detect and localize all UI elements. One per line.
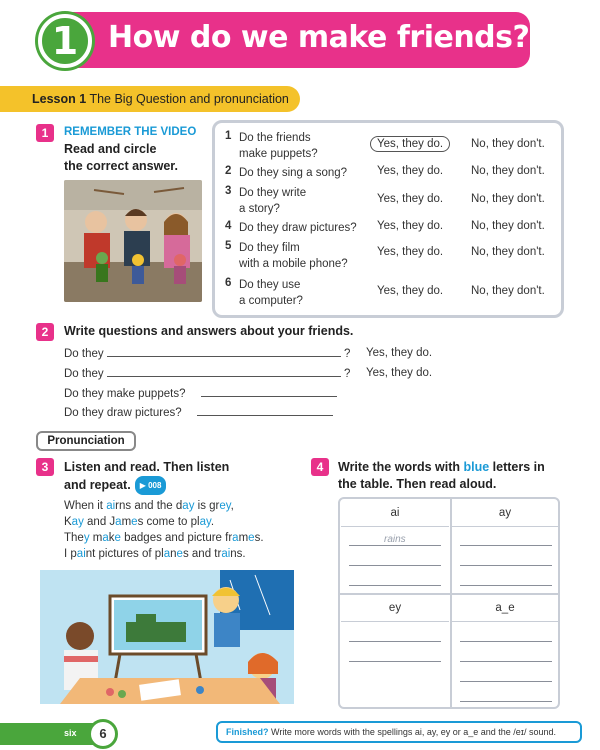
exercise-4-title bbox=[338, 459, 578, 493]
exercise-2-answer-2: Yes, they do. bbox=[366, 367, 433, 379]
answer-no[interactable]: No, they don't. bbox=[471, 138, 545, 150]
answer-no[interactable]: No, they don't. bbox=[471, 193, 545, 205]
audio-track-badge[interactable] bbox=[135, 476, 167, 495]
answer-blank[interactable] bbox=[201, 387, 337, 397]
question-number: 1 bbox=[225, 130, 232, 142]
exercise-1-instruction-2: the correct answer. bbox=[64, 159, 178, 173]
exercise-2-line-4 bbox=[64, 406, 333, 419]
speaker-icon: ▶ bbox=[139, 481, 146, 490]
remember-video-tag: REMEMBER THE VIDEO bbox=[64, 126, 197, 138]
header-line bbox=[452, 621, 560, 622]
answer-blank[interactable] bbox=[107, 347, 341, 357]
exercise-4-title-a: Write the words with bbox=[338, 460, 464, 474]
finished-text: Write more words with the spellings ai, ay, ey or a_e and the /eɪ/ sound. bbox=[268, 727, 557, 737]
rhyme-line-3: They make badges and picture frames. bbox=[64, 532, 264, 544]
example-word: rains bbox=[384, 534, 406, 545]
header-line bbox=[341, 621, 449, 622]
write-line[interactable] bbox=[460, 701, 552, 702]
question-line: Do they use bbox=[239, 279, 301, 291]
line-end: ? bbox=[344, 348, 351, 360]
column-header-a-e: a_e bbox=[495, 602, 515, 614]
question-text bbox=[239, 130, 374, 162]
question-text bbox=[239, 240, 374, 272]
question-line: Do the friends bbox=[239, 132, 311, 144]
circled-answer[interactable]: Yes, they do. bbox=[370, 136, 450, 152]
exercise-3-title-1: Listen and read. Then listen bbox=[64, 460, 230, 474]
question-line: Do they write bbox=[239, 187, 307, 199]
question-number: 4 bbox=[225, 220, 232, 232]
question-line: a computer? bbox=[239, 295, 303, 307]
answer-no[interactable]: No, they don't. bbox=[471, 165, 545, 177]
rhyme-line-4: I paint pictures of planes and trains. bbox=[64, 548, 246, 560]
question-text bbox=[239, 277, 374, 309]
line-end: ? bbox=[344, 368, 351, 380]
kids-painting-illustration bbox=[40, 570, 294, 704]
write-line[interactable] bbox=[460, 641, 552, 642]
exercise-4-title-blue: blue bbox=[463, 460, 490, 474]
answer-blank[interactable] bbox=[197, 406, 333, 416]
page-title: How do we make friends? bbox=[108, 20, 530, 55]
exercise-1-number: 1 bbox=[36, 124, 54, 142]
unit-number: 1 bbox=[38, 14, 92, 68]
answer-yes[interactable]: Yes, they do. bbox=[377, 246, 444, 258]
exercise-1-instruction-1: Read and circle bbox=[64, 142, 157, 156]
line-start: Do they bbox=[64, 368, 104, 380]
finished-label: Finished? bbox=[226, 727, 269, 737]
answer-blank[interactable] bbox=[107, 367, 341, 377]
question-number: 5 bbox=[225, 240, 232, 252]
write-line[interactable] bbox=[349, 641, 441, 642]
question-number: 3 bbox=[225, 185, 232, 197]
question-text: Do they draw pictures? bbox=[239, 222, 357, 234]
children-puppets-image bbox=[64, 180, 202, 302]
header-line bbox=[341, 526, 449, 527]
answer-no[interactable]: No, they don't. bbox=[471, 220, 545, 232]
rhyme-line-1: When it airns and the day is grey, bbox=[64, 500, 234, 512]
exercise-2-number: 2 bbox=[36, 323, 54, 341]
write-line[interactable] bbox=[460, 585, 552, 586]
audio-track-number: 008 bbox=[148, 481, 162, 490]
exercise-2-line-2 bbox=[64, 367, 350, 380]
painting-scene-image bbox=[40, 570, 294, 704]
answer-no[interactable]: No, they don't. bbox=[471, 246, 545, 258]
question-text bbox=[239, 185, 374, 217]
header-line bbox=[452, 526, 560, 527]
question-line: with a mobile phone? bbox=[239, 258, 348, 270]
lesson-label: Lesson 1 bbox=[32, 92, 87, 106]
question-line: make puppets? bbox=[239, 148, 318, 160]
lesson-text: The Big Question and pronunciation bbox=[89, 92, 289, 106]
write-line[interactable] bbox=[349, 585, 441, 586]
exercise-3-title bbox=[64, 459, 264, 495]
exercise-4-number: 4 bbox=[311, 458, 329, 476]
question-text: Do they sing a song? bbox=[239, 167, 348, 179]
lesson-band bbox=[0, 86, 300, 112]
exercise-2-line-3 bbox=[64, 387, 337, 400]
table-divider bbox=[340, 593, 558, 595]
question-line: Do they film bbox=[239, 242, 300, 254]
answer-no[interactable]: No, they don't. bbox=[471, 285, 545, 297]
line-start: Do they make puppets? bbox=[64, 388, 186, 400]
answer-yes[interactable]: Yes, they do. bbox=[377, 285, 444, 297]
page-word: six bbox=[64, 728, 77, 738]
write-line[interactable] bbox=[460, 681, 552, 682]
rhyme-text bbox=[64, 498, 264, 562]
exercise-2-line-1 bbox=[64, 347, 350, 360]
write-line[interactable] bbox=[460, 661, 552, 662]
page-number: 6 bbox=[88, 719, 118, 749]
write-line[interactable] bbox=[349, 545, 441, 546]
answer-yes[interactable]: Yes, they do. bbox=[377, 193, 444, 205]
answer-yes[interactable]: Yes, they do. bbox=[377, 165, 444, 177]
exercise-3-number: 3 bbox=[36, 458, 54, 476]
column-header-ai: ai bbox=[390, 507, 400, 519]
finished-box bbox=[216, 721, 582, 743]
answer-table bbox=[212, 120, 564, 318]
spelling-table bbox=[338, 497, 560, 709]
line-start: Do they bbox=[64, 348, 104, 360]
answer-yes[interactable]: Yes, they do. bbox=[377, 220, 444, 232]
write-line[interactable] bbox=[460, 565, 552, 566]
exercise-4-title-2: the table. Then read aloud. bbox=[338, 477, 497, 491]
pronunciation-tab: Pronunciation bbox=[36, 431, 136, 451]
column-header-ey: ey bbox=[388, 602, 402, 614]
rhyme-line-2: Kay and James come to play. bbox=[64, 516, 215, 528]
question-number: 6 bbox=[225, 277, 232, 289]
question-line: a story? bbox=[239, 203, 280, 215]
exercise-2-title: Write questions and answers about your friends. bbox=[64, 324, 354, 338]
exercise-1-heading bbox=[64, 124, 204, 175]
question-number: 2 bbox=[225, 165, 232, 177]
write-line[interactable] bbox=[349, 565, 441, 566]
exercise-4-title-c: letters in bbox=[489, 460, 545, 474]
write-line[interactable] bbox=[349, 661, 441, 662]
write-line[interactable] bbox=[460, 545, 552, 546]
line-start: Do they draw pictures? bbox=[64, 407, 182, 419]
answer-yes[interactable] bbox=[377, 138, 450, 150]
exercise-3-title-2: and repeat. bbox=[64, 477, 131, 492]
children-puppets-photo bbox=[64, 180, 202, 302]
column-header-ay: ay bbox=[498, 507, 512, 519]
exercise-2-answer-1: Yes, they do. bbox=[366, 347, 433, 359]
